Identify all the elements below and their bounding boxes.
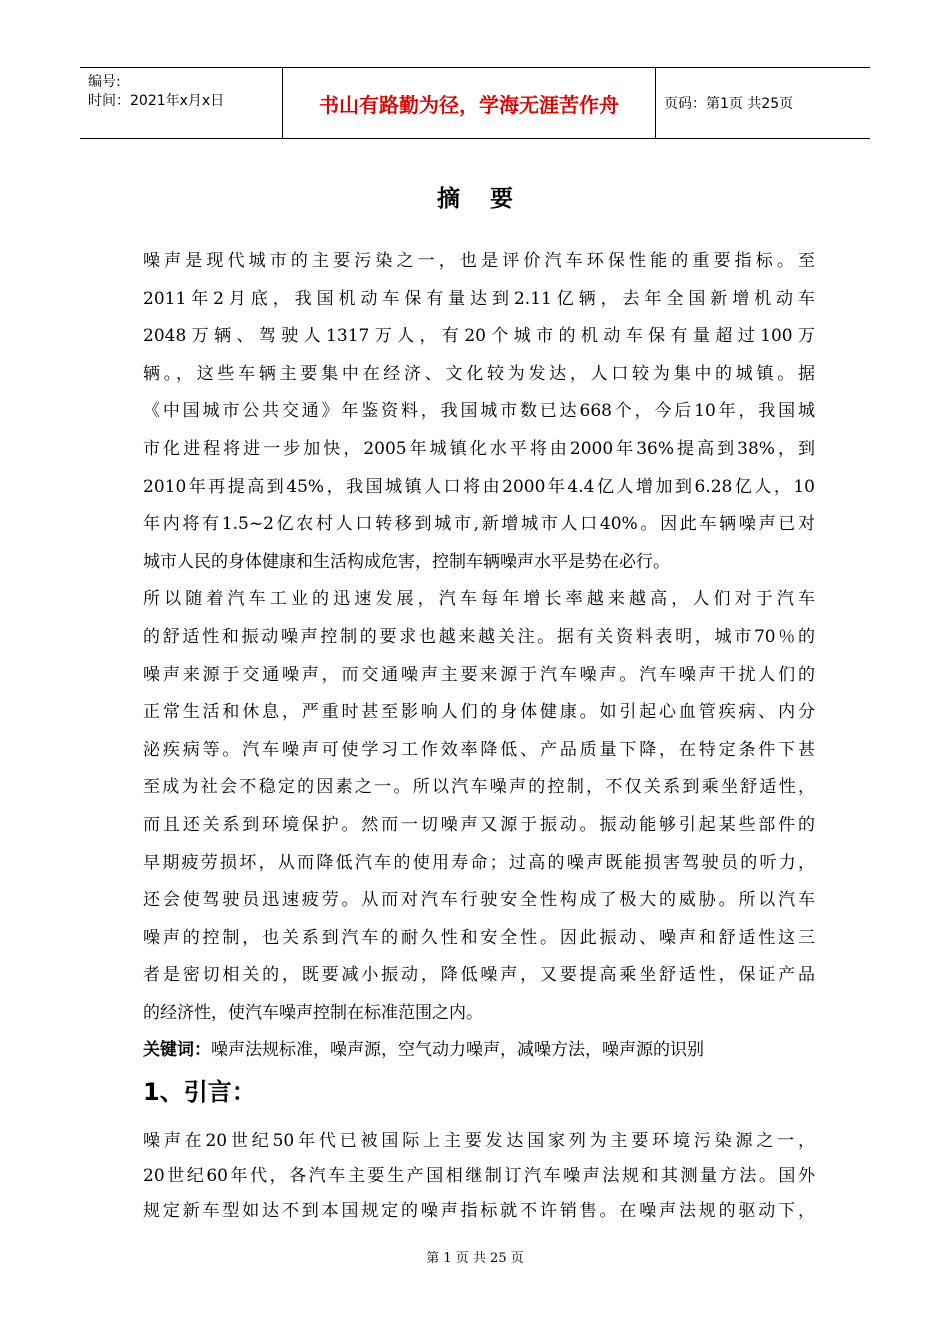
abstract-line: 的经济性，使汽车噪声控制在标准范围之内。 (143, 1002, 483, 1023)
abstract-line: 噪声的控制，也关系到汽车的耐久性和安全性。因此振动、噪声和舒适性这三 (143, 927, 815, 948)
document-header (80, 67, 870, 139)
abstract-line: 《中国城市公共交通》年鉴资料，我国城市数已达668个，今后10年，我国城 (143, 401, 815, 422)
abstract-line: 城市人民的身体健康和生活构成危害，控制车辆噪声水平是势在必行。 (143, 551, 670, 572)
abstract-line: 至成为社会不稳定的因素之一。所以汽车噪声的控制，不仅关系到乘坐舒适性， (143, 777, 815, 798)
header-motto: 书山有路勤为径，学海无涯苦作舟 (282, 68, 656, 138)
abstract-line: 而且还关系到环境保护。然而一切噪声又源于振动。振动能够引起某些部件的 (143, 814, 815, 835)
abstract-line: 市化进程将进一步加快，2005年城镇化水平将由2000年36%提高到38%，到 (143, 438, 815, 459)
keywords-text: 噪声法规标准，噪声源，空气动力噪声，减噪方法，噪声源的识别 (211, 1040, 704, 1061)
abstract-line: 还会使驾驶员迅速疲劳。从而对汽车行驶安全性构成了极大的威胁。所以汽车 (143, 890, 815, 911)
header-page-info: 页码：第1页 共25页 (664, 96, 794, 112)
section-heading: 1、引言： (143, 1078, 256, 1106)
section-line: 规定新车型如达不到本国规定的噪声指标就不许销售。在噪声法规的驱动下， (143, 1201, 815, 1221)
abstract-line: 者是密切相关的，既要减小振动，降低噪声，又要提高乘坐舒适性，保证产品 (143, 965, 815, 986)
page-title: 摘要 (437, 186, 543, 212)
page-footer: 第 1 页 共 25 页 (426, 1251, 524, 1266)
keywords-label: 关键词： (143, 1040, 211, 1061)
abstract-line: 噪声是现代城市的主要污染之一，也是评价汽车环保性能的重要指标。至 (143, 251, 815, 271)
abstract-line: 的舒适性和振动噪声控制的要求也越来越关注。据有关资料表明，城市70％的 (143, 626, 815, 647)
keywords-line (143, 1032, 815, 1070)
abstract-line: 辆。，这些车辆主要集中在经济、文化较为发达，人口较为集中的城镇。据 (143, 363, 815, 384)
abstract-line: 早期疲劳损坏，从而降低汽车的使用寿命；过高的噪声既能损害驾驶员的听力， (143, 852, 815, 873)
abstract-line: 2010年再提高到45%，我国城镇人口将由2000年4.4亿人增加到6.28亿人，10 (143, 476, 815, 497)
abstract-line: 正常生活和休息，严重时甚至影响人们的身体健康。如引起心血管疾病、内分 (143, 702, 815, 723)
section-line: 20世纪60年代，各汽车主要生产国相继制订汽车噪声法规和其测量方法。国外 (143, 1166, 815, 1186)
section-body (143, 1124, 815, 1229)
abstract-line: 所以随着汽车工业的迅速发展，汽车每年增长率越来越高，人们对于汽车 (143, 589, 815, 610)
abstract-line: 噪声来源于交通噪声，而交通噪声主要来源于汽车噪声。汽车噪声干扰人们的 (143, 664, 815, 685)
number-label: 编号: (88, 74, 121, 90)
abstract-line: 泌疾病等。汽车噪声可使学习工作效率降低、产品质量下降，在特定条件下甚 (143, 739, 815, 760)
abstract-body (143, 243, 815, 1070)
header-meta-cell (80, 68, 282, 138)
time-label: 时间：2021年x月x日 (88, 93, 225, 109)
abstract-line: 年内将有1.5~2亿农村人口转移到城市,新增城市人口40%。因此车辆噪声已对 (143, 514, 815, 535)
abstract-line: 2011年2月底，我国机动车保有量达到2.11亿辆，去年全国新增机动车 (143, 288, 815, 309)
section-line: 噪声在20世纪50年代已被国际上主要发达国家列为主要环境污染源之一， (143, 1131, 815, 1151)
abstract-line: 2048万辆、驾驶人1317万人，有20个城市的机动车保有量超过100万 (143, 326, 815, 347)
